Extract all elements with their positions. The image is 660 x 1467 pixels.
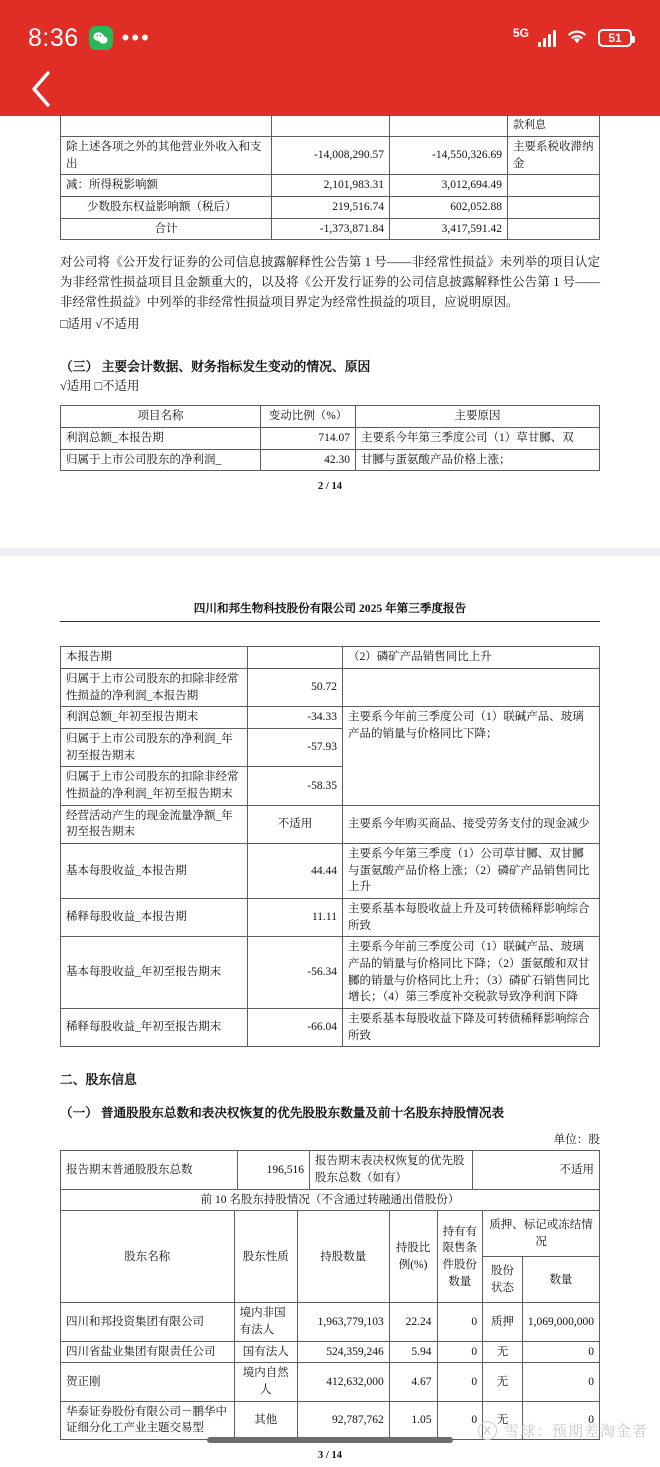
applicability-checkbox-2: √适用 □不适用	[60, 379, 140, 394]
network-type-label: 5G	[512, 26, 529, 40]
wifi-icon	[565, 27, 589, 50]
financial-change-table	[60, 405, 600, 471]
table-row: 贺正刚 境内自然人 412,632,000 4.67 0 无 0	[61, 1363, 600, 1401]
shareholder-totals-table	[60, 1150, 600, 1211]
document-page-3	[0, 556, 660, 1461]
table-row: 归属于上市公司股东的净利润_年初至报告期末 -57.93	[61, 728, 600, 766]
top-shareholders-table	[60, 1210, 600, 1440]
page3-content	[0, 556, 660, 1461]
battery-level-label: 51	[608, 31, 622, 45]
back-chevron-icon[interactable]	[18, 66, 64, 112]
financial-change-table-continued	[60, 646, 600, 1047]
table-row: 华泰证券股份有限公司－鹏华中证细分化工产业主题交易型 其他 92,787,762 1.05 0 无 0	[61, 1401, 600, 1439]
page-footer-number: 2 / 14	[318, 481, 342, 493]
page-separator	[0, 548, 660, 556]
page-header-rule	[60, 621, 600, 622]
table-row: 基本每股收益_本报告期 44.44 主要系今年第三季度（1）公司草甘膷、双甘膷与蛋氨酸产品价格上涨；（2）磷矿产品销售同比上升	[61, 844, 600, 899]
table-row: 除上述各项之外的其他营业外收入和支出 -14,008,290.57 -14,550,326.69 主要系税收滞纳金	[61, 136, 600, 174]
xueqiu-logo-icon: X	[478, 1421, 497, 1440]
status-bar	[0, 18, 660, 58]
table-row: 稀释每股收益_本报告期 11.11 主要系基本每股收益上升及可转债稀释影响综合所致	[61, 899, 600, 937]
overflow-menu-icon[interactable]: •••	[121, 25, 151, 50]
table-row: 归属于上市公司股东的扣除非经常性损益的净利润_年初至报告期末 -58.35	[61, 767, 600, 805]
watermark	[478, 1420, 648, 1441]
section-heading-three: （三） 主要会计数据、财务指标发生变动的情况、原因	[60, 360, 371, 375]
wechat-icon	[89, 26, 113, 50]
table-row: 少数股东权益影响额（税后） 219,516.74 602,052.88	[61, 196, 600, 218]
table-header-row: 项目名称 变动比例（%） 主要原因	[61, 406, 600, 428]
table-row: 利润总额_本报告期 714.07 主要系今年第三季度公司（1）草甘膷、双	[61, 427, 600, 449]
table-row: 基本每股收益_年初至报告期末 -56.34 主要系今年前三季度公司（1）联碱产品、玻璃产品的销量与价格同比下降；（2）蛋氨酸和双甘膷的销量与价格同比上升；（3）磷矿石销售同比增长；（4）第三季度补交税款导致净利润下降	[61, 937, 600, 1009]
watermark-text: 雪球：预期差淘金者	[503, 1423, 648, 1440]
section-heading-two: 二、股东信息	[60, 1073, 137, 1088]
subsection-heading-one: （一） 普通股股东总数和表决权恢复的优先股股东数量及前十名股东持股情况表	[60, 1106, 504, 1121]
nonrecurring-explanation-paragraph: 对公司将《公开发行证券的公司信息披露解释性公告第 1 号——非经常性损益》未列举的项目认定为非经常性损益项目且金额重大的，以及将《公开发行证券的公司信息披露解释性公告第 1 号——非经常性损益》中列举的非经常性损益项目界定为经常性损益的项目，应说明原因。	[60, 255, 600, 310]
home-indicator[interactable]	[207, 1437, 453, 1443]
signal-bars-icon	[538, 29, 556, 47]
table-row: 稀释每股收益_年初至报告期末 -66.04 主要系基本每股收益下降及可转债稀释影响综合所致	[61, 1009, 600, 1047]
page2-content	[0, 116, 660, 492]
table-row: 利润总额_年初至报告期末 -34.33 主要系今年前三季度公司（1）联碱产品、玻璃产品的销量与价格同比下降；	[61, 707, 600, 729]
app-header-bar	[0, 0, 660, 128]
table-row-cutoff: 款利息	[61, 116, 600, 136]
status-clock: 8:36	[28, 23, 79, 52]
table-row: 四川省盐业集团有限责任公司 国有法人 524,359,246 5.94 0 无 0	[61, 1341, 600, 1363]
table-header-row: 股东名称 股东性质 持股数量 持股比例(%) 持有有限售条件股份数量 质押、标记或冻结情况	[61, 1211, 600, 1257]
status-indicators	[513, 27, 632, 50]
table-row: 前 10 名股东持股情况（不含通过转融通出借股份）	[61, 1189, 600, 1211]
applicability-checkbox-1: □适用 √不适用	[60, 316, 140, 331]
table-row: 本报告期 （2）磷矿产品销售同比上升	[61, 647, 600, 669]
table-header-row: 股份状态 数量	[61, 1257, 600, 1303]
nonrecurring-items-table	[60, 116, 600, 240]
table-row: 归属于上市公司股东的净利润_ 42.30 甘膷与蛋氨酸产品价格上涨；	[61, 449, 600, 471]
table-row: 合计 -1,373,871.84 3,417,591.42	[61, 218, 600, 240]
page-running-header: 四川和邦生物科技股份有限公司 2025 年第三季度报告	[193, 602, 467, 616]
table-row: 经营活动产生的现金流量净额_年初至报告期末 不适用 主要系今年购买商品、接受劳务支付的现金减少	[61, 805, 600, 843]
document-page-2	[0, 116, 660, 548]
page-footer-number: 3 / 14	[318, 1450, 342, 1462]
table-row: 报告期末普通股股东总数 196,516 报告期末表决权恢复的优先股股东总数（如有） 不适用	[61, 1151, 600, 1189]
table-row: 归属于上市公司股东的扣除非经常性损益的净利润_本报告期 50.72	[61, 668, 600, 706]
table-row: 减：所得税影响额 2,101,983.31 3,012,694.49	[61, 175, 600, 197]
battery-icon	[598, 29, 632, 47]
unit-label: 单位：股	[553, 1133, 600, 1147]
table-row: 四川和邦投资集团有限公司 境内非国有法人 1,963,779,103 22.24 0 质押 1,069,000,000	[61, 1303, 600, 1341]
document-viewer[interactable]	[0, 119, 660, 1462]
